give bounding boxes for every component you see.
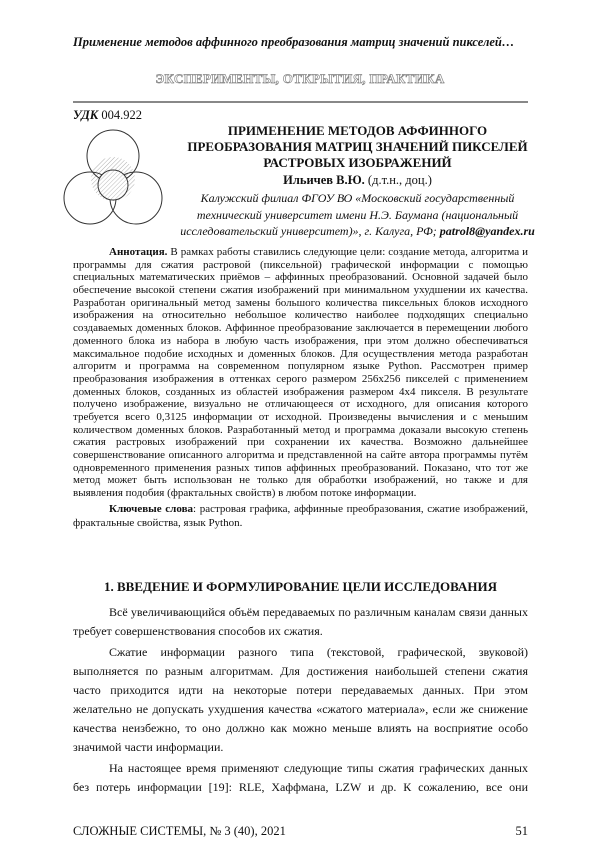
abstract-text: сжатия растровых изображений при сохранении их качества. Возможно дальнейшее <box>73 436 528 448</box>
abstract-line <box>73 271 528 284</box>
title-line: ПРЕОБРАЗОВАНИЯ МАТРИЦ ЗНАЧЕНИЙ ПИКСЕЛЕЙ <box>170 139 545 155</box>
intro-line: На настоящее время применяют следующие типы сжатия графических данных <box>73 759 528 778</box>
intro-line: Всё увеличивающийся объём передаваемых по различным каналам связи данных <box>73 603 528 622</box>
abstract-text: выявления подобия (фрактальных свойств) в любом потоке информации. <box>73 487 416 499</box>
abstract-text: количеством доменных блоков. Разработанный метод и программа доказали высокую степень <box>73 424 528 436</box>
affiliation-line: исследовательский университет)», г. Калуга, РФ; <box>180 224 437 238</box>
author <box>170 173 545 188</box>
abstract-text: доменного блока из набора в любую часть изображения, при этом должно обеспечиваться <box>73 335 528 347</box>
abstract-text: метод может быть использован не только для обработки изображений, но также и для <box>73 474 528 486</box>
keywords-text: фрактальные свойства, язык Python. <box>73 517 242 529</box>
article-title <box>170 123 545 171</box>
abstract-text: Разработан оригинальный метод замены большого количества пиксельных блоков исходного <box>73 297 528 309</box>
author-degree: (д.т.н., доц.) <box>368 173 432 187</box>
intro-paragraph <box>73 643 528 757</box>
abstract-line <box>73 246 528 259</box>
abstract-text: совершенствование описанного алгоритма и представленной на сайте автора программы путём <box>73 449 528 461</box>
intro-text <box>73 603 528 797</box>
abstract-line <box>73 462 528 475</box>
intro-line: выполняется по разным алгоритмам. Для достижения наибольшей степени сжатия <box>73 662 528 681</box>
abstract-text: изображения на относительно небольшое количество наиболее подходящих специально <box>73 309 528 321</box>
abstract-line <box>73 373 528 386</box>
section-heading: 1. ВВЕДЕНИЕ И ФОРМУЛИРОВАНИЕ ЦЕЛИ ИССЛЕДОВАНИЯ <box>73 579 528 594</box>
abstract-line <box>73 309 528 322</box>
udk <box>73 108 142 123</box>
abstract-text: максимальное подобие исходных и доменных блоков. Для осуществления метода разработан <box>73 348 528 360</box>
affiliation <box>170 190 545 240</box>
abstract-line <box>73 424 528 437</box>
intro-line: Сжатие информации разного типа (текстовой, графической, звуковой) <box>73 643 528 662</box>
running-header: Применение методов аффинного преобразования матриц значений пикселей… <box>73 35 514 50</box>
intro-paragraph <box>73 759 528 797</box>
abstract-line <box>73 436 528 449</box>
abstract-line <box>73 348 528 361</box>
intro-line: значимой части информации. <box>73 738 528 757</box>
keywords-line <box>73 517 528 531</box>
abstract-text: создаваемых доменных блоков. Аффинное преобразование заключается в перемещении любого <box>73 322 528 334</box>
abstract-text: преобразования изображения в оттенках серого размером 256x256 пикселей с применением <box>73 373 528 385</box>
title-line: ПРИМЕНЕНИЕ МЕТОДОВ АФФИННОГО <box>170 123 545 139</box>
abstract <box>73 246 528 500</box>
author-email[interactable]: patrol8@yandex.ru <box>440 224 535 238</box>
abstract-text: доменных блоков, созданных из областей изображения размером 4x4 пикселя. В результате <box>73 386 528 398</box>
author-name: Ильичев В.Ю. <box>283 173 365 187</box>
journal-info: СЛОЖНЫЕ СИСТЕМЫ, № 3 (40), 2021 <box>73 824 286 839</box>
abstract-line <box>73 487 528 500</box>
header-rule <box>73 101 528 103</box>
abstract-text: алгоритм и программа на современном популярном языке Python. Рассмотрен пример <box>73 360 528 372</box>
abstract-text: требуется всего 0,3125 информации от исходной. Произведены вычисления и с меньшим <box>73 411 528 423</box>
abstract-line <box>73 322 528 335</box>
keywords-text: : растровая графика, аффинные преобразования, сжатие изображений, <box>193 503 528 515</box>
keywords-line <box>73 503 528 517</box>
section-banner: ЭКСПЕРИМЕНТЫ, ОТКРЫТИЯ, ПРАКТИКА <box>0 71 600 87</box>
intro-line: требует совершенствования способов их сжатия. <box>73 622 528 641</box>
abstract-text: получено изображение, визуально не отличающееся от исходного, для описания которого <box>73 398 528 410</box>
abstract-label: Аннотация. <box>109 246 167 258</box>
abstract-line <box>73 411 528 424</box>
abstract-text: программы для сжатия растровой (пиксельной) графической информации с помощью <box>73 259 528 271</box>
abstract-line <box>73 335 528 348</box>
abstract-line <box>73 474 528 487</box>
abstract-text: одновременного применения разных типов аффинных преобразований. Показано, что тот же <box>73 462 528 474</box>
keywords <box>73 503 528 530</box>
intro-line: желательно не допускать ухудшения качества «сжатого материала», если же снижение <box>73 700 528 719</box>
abstract-line <box>73 259 528 272</box>
affiliation-line: Калужский филиал ФГОУ ВО «Московский государственный <box>170 190 545 207</box>
page-number: 51 <box>516 824 529 839</box>
abstract-text: обеспечение высокой степени сжатия изображений при минимальном ухудшении их качества. <box>73 284 528 296</box>
abstract-line <box>73 398 528 411</box>
intro-line: без потерь информации [19]: RLE, Хаффмана, LZW и др. К сожалению, все они <box>73 778 528 797</box>
title-line: РАСТРОВЫХ ИЗОБРАЖЕНИЙ <box>170 155 545 171</box>
affiliation-line: технический университет имени Н.Э. Баумана (национальный <box>170 207 545 224</box>
abstract-line <box>73 284 528 297</box>
intro-line: часто приходится идти на некоторые потери передаваемых данных. При этом <box>73 681 528 700</box>
intro-paragraph <box>73 603 528 641</box>
keywords-label: Ключевые слова <box>109 503 193 515</box>
udk-value: 004.922 <box>101 108 142 122</box>
abstract-line <box>73 297 528 310</box>
document-page <box>0 0 600 848</box>
abstract-text: специальных математических приёмов – аффинных преобразований. Основной задачей было <box>73 271 528 283</box>
intro-line: качества неизбежно, то оно должно как можно меньше влиять на восприятие особо <box>73 719 528 738</box>
abstract-text: В рамках работы ставились следующие цели: создание метода, алгоритма и <box>170 246 528 258</box>
journal-logo-icon <box>63 128 163 236</box>
abstract-line <box>73 360 528 373</box>
udk-label: УДК <box>73 108 98 122</box>
page-footer <box>73 824 528 839</box>
abstract-line <box>73 449 528 462</box>
abstract-line <box>73 386 528 399</box>
